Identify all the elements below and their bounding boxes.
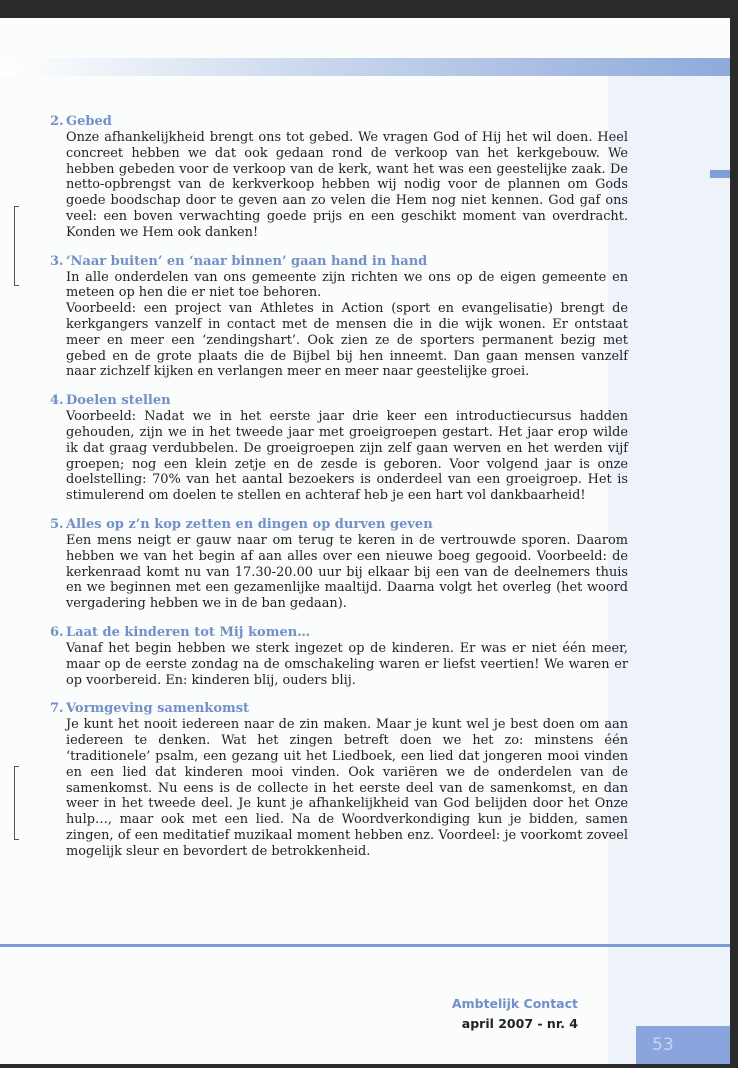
section-title: Laat de kinderen tot Mij komen… — [66, 624, 311, 640]
section-number: 7. — [50, 701, 64, 717]
binding-mark-top — [14, 206, 19, 286]
page-number-box — [636, 1026, 730, 1064]
section-3 — [50, 253, 628, 381]
section-7 — [50, 701, 628, 859]
section-2 — [50, 114, 628, 241]
section-paragraph: Een mens neigt er gauw naar om terug te keren in de vertrouwde sporen. Daarom hebben we van het begin af aan alles over een nieuwe boeg gegooid. Voorbeeld: de kerkenraad komt nu van 17.30-20.00 uur bij elkaar bij een van de deelnemers thuis en we beginnen met een gezamenlijke maaltijd. Daarna volgt het overleg (het woord vergadering hebben we in de ban gedaan). — [66, 532, 628, 612]
document-page — [0, 18, 730, 1064]
section-title: ‘Naar buiten’ en ‘naar binnen’ gaan hand in hand — [66, 253, 428, 269]
section-number: 5. — [50, 516, 64, 532]
section-paragraph: Voorbeeld: Nadat we in het eerste jaar drie keer een introductiecursus hadden gehouden, zijn we in het tweede jaar met groeigroepen gestart. Het jaar erop wilde ik dat graag verdubbelen. De groeigroepen zijn zelf gaan werven en het werden vijf groepen; nog een klein zetje en de zesde is geboren. Voor volgend jaar is onze doelstelling: 70% van het aantal bezoekers is onderdeel van een groeigroep. Het is stimulerend om doelen te stellen en achteraf heb je een hart vol dankbaarheid! — [66, 409, 628, 504]
section-heading — [50, 624, 628, 641]
section-paragraph: In alle onderdelen van ons gemeente zijn richten we ons op de eigen gemeente en meteen op hen die er niet toe behoren. — [66, 269, 628, 301]
section-number: 2. — [50, 114, 64, 129]
section-number: 6. — [50, 624, 64, 640]
section-6 — [50, 624, 628, 688]
page-number: 53 — [652, 1035, 674, 1055]
section-heading — [50, 516, 628, 533]
section-number: 3. — [50, 253, 64, 269]
publication-name: Ambtelijk Contact — [451, 996, 578, 1011]
section-4 — [50, 393, 628, 504]
section-paragraph: Je kunt het nooit iedereen naar de zin maken. Maar je kunt wel je best doen om aan iedereen te denken. Wat het zingen betreft doen we het zo: minstens één ‘traditionele’ psalm, een gezang uit het Liedboek, een lied dat jongeren mooi vinden en een lied dat kinderen mooi vinden. Ook variëren we de onderdelen van de samenkomst. Nu eens is de collecte in het eerste deel van de samenkomst, en dan weer in het tweede deel. Je kunt je afhankelijkheid van God belijden door het Onze hulp…, maar ook met een lied. Na de Woordverkondiging kun je bidden, samen zingen, of een meditatief muzikaal moment hebben enz. Voordeel: je voorkomt zoveel mogelijk sleur en bevordert de betrokkenheid. — [66, 717, 628, 859]
section-title: Vormgeving samenkomst — [66, 701, 250, 717]
issue-info: april 2007 - nr. 4 — [461, 1016, 578, 1031]
section-number: 4. — [50, 393, 64, 409]
section-heading — [50, 253, 628, 270]
section-heading — [50, 393, 628, 409]
section-paragraph: Vanaf het begin hebben we sterk ingezet op de kinderen. Er was er niet één meer, maar op de eerste zondag na de omschakeling waren er liefst veertien! We waren er op voorbereid. En: kinderen blij, ouders blij. — [66, 640, 628, 688]
section-title: Alles op z’n kop zetten en dingen op durven geven — [66, 516, 433, 532]
article-body — [50, 114, 628, 872]
section-paragraph: Onze afhankelijkheid brengt ons tot gebed. We vragen God of Hij het wil doen. Heel concreet hebben we dat ook gedaan rond de verkoop van het kerkgebouw. We hebben gebeden voor de verkoop van de kerk, want het was een geestelijke zaak. De netto-opbrengst van de kerkverkoop hebben wij nodig voor de plannen om Gods goede boodschap door te geven aan zo velen die Hem nog niet kennen. God gaf ons veel: een boven verwachting goede prijs en een geschikt moment van overdracht. Konden we Hem ook danken! — [66, 130, 628, 240]
footer — [452, 994, 578, 1034]
section-title: Doelen stellen — [66, 393, 171, 409]
header-color-band — [0, 58, 730, 76]
section-paragraph: Voorbeeld: een project van Athletes in Action (sport en evangelisatie) brengt de kerkgangers vanzelf in contact met de mensen die in die wijk wonen. Er ontstaat meer en meer een ‘zendingshart’. Ook zien ze de sporters permanent bezig met gebed en de grote plaats die de Bijbel bij hen inneemt. Dan gaan mensen vanzelf naar zichzelf kijken en verlangen meer en meer naar geestelijke groei. — [66, 301, 628, 380]
footer-rule — [0, 944, 730, 947]
section-heading — [50, 701, 628, 717]
section-title: Gebed — [66, 114, 112, 129]
section-5 — [50, 516, 628, 612]
section-heading — [50, 114, 628, 130]
binding-mark-bottom — [14, 766, 19, 840]
margin-tab — [710, 170, 730, 178]
